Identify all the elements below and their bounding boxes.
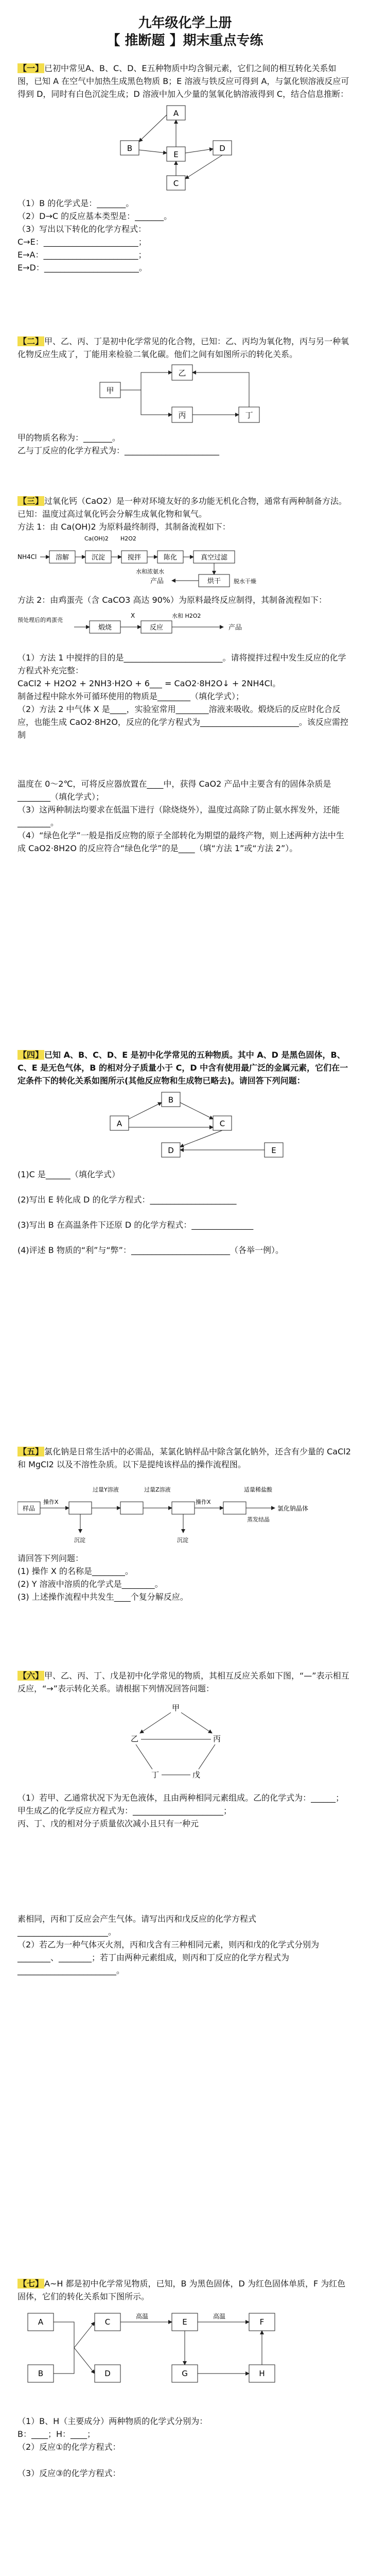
sub-question: 素相同，丙和丁反应会产生气体。请写出丙和戊反应的化学方程式______________________。 <box>17 1914 257 1937</box>
node-label: E <box>173 150 179 159</box>
sub-question: （4）“绿色化学”一般是指反应物的原子全部转化为期望的最终产物，则上述两种方法中生成 CaO2·8H2O 的反应符合“绿色化学”的是____（填“方法 1”或“方法 2”）。 <box>17 831 344 853</box>
node-label: G <box>182 2369 188 2378</box>
copper-diagram <box>17 100 352 193</box>
sub-question: (1)C 是______（填化学式） <box>17 1170 120 1179</box>
sub-question: （2）方法 2 中气体 X 是____，实验室常用________溶液来吸收。煅烧后的反应时化合反应，也能生成 CaO2·8H2O，反应的化学方程式为________________________。该反应需控制 <box>17 704 348 740</box>
node-label: D <box>219 144 225 153</box>
question-body: 过氧化钙（CaO2）是一种对环境友好的多功能无机化合物，通常有两种制备方法。已知：温度过高过氧化钙会分解生成氧化物和氧气。 <box>17 496 347 519</box>
arrow <box>74 2348 95 2374</box>
sub-question: （3）写出以下转化的化学方程式： <box>17 224 147 234</box>
sub-question: CaCl2 + H2O2 + 2NH3·H2O + 6___ = CaO2·8H2O↓ + 2NH4Cl。 <box>17 679 281 688</box>
flow-label: 沉淀 <box>177 1537 188 1544</box>
method-1: 方法 1：由 Ca(OH)2 为原料最终制得，其制备流程如下： <box>17 522 231 532</box>
flow-box <box>69 1502 92 1514</box>
flow-label: 沉淀 <box>91 554 105 562</box>
question-body: 已知 A、B、C、D、E 是初中化学常见的五种物质。其中 A、D 是黑色固体，B、C、E 是无色气体，B 的相对分子质量小于 C，D 中含有使用最广泛的金属元素，它们在一定条件下的转化关系如图所示(其他反应物和生成物已略去)。请回答下列问题： <box>17 1050 348 1086</box>
flow-label: 陈化 <box>163 554 178 562</box>
question-tag: 【二】 <box>19 336 44 346</box>
sub-question: （1）若甲、乙通常状况下为无色液体，且由两种相同元素组成。乙的化学式为：______；甲生成乙的化学反应方程式为：______________________； <box>17 1793 344 1816</box>
node-label: 乙 <box>178 368 186 378</box>
flow-note: 预处理后的鸡蛋壳 <box>17 617 63 623</box>
node-label: C <box>173 179 179 188</box>
sub-question: 温度在 0～2℃，可将反应器放置在____中，获得 CaO2 产品中主要含有的固体杂质是________（填化学式）； <box>17 779 331 802</box>
flow-label: X <box>131 612 135 619</box>
flow-label: 溶解 <box>55 554 69 562</box>
compound-diagram <box>17 361 352 428</box>
sub-question: B：____；H：____； <box>17 2429 96 2439</box>
flow-label: 搅拌 <box>127 554 142 562</box>
node-label: A <box>116 1119 122 1128</box>
node-label: C <box>104 2317 111 2327</box>
node-label: F <box>259 2317 265 2327</box>
question-5 <box>17 1445 352 1603</box>
ah-diagram <box>17 2303 352 2411</box>
abcde-diagram <box>17 1087 352 1164</box>
condition-label: 高温 <box>213 2313 226 2320</box>
node-label: D <box>104 2369 111 2378</box>
question-3 <box>17 495 352 855</box>
sub-question: 乙与丁反应的化学方程式为：_______________________ <box>17 446 220 455</box>
condition-label: 高温 <box>136 2313 149 2320</box>
flow-label: 煅烧 <box>98 624 112 632</box>
node-label: 丁 <box>245 411 253 420</box>
sub-question: E→D：_______________________。 <box>17 263 147 273</box>
arrow <box>180 1130 222 1147</box>
question-body: 已初中常见A、B、C、D、E五种物质中均含铜元素，它们之间的相互转化关系如图，已知 A 在空气中加热生成黑色物质 B；E 溶液与铁反应可得到 A，与氯化钡溶液反应可得到 D，同时有白色沉淀生成；D 溶液中加入少量的氢氧化钠溶液得到 C，结合信息推断： <box>17 63 349 99</box>
flow-label: 氯化钠晶体 <box>277 1505 309 1512</box>
question-7 <box>17 2277 352 2480</box>
sub-question: (3) 上述操作流程中共发生____个复分解反应。 <box>17 1592 188 1602</box>
sub-question: （3）反应③的化学方程式： <box>17 2468 121 2478</box>
flow-label: 过量Z溶液 <box>144 1486 171 1493</box>
sub-question: （2）D→C 的反应基本类型是：_______。 <box>17 211 172 221</box>
node-label: 甲 <box>106 386 114 395</box>
question-body: 甲、乙、丙、丁是初中化学常见的化合物，已知：乙、丙均为氧化物，丙与另一种氧化物反应生成了，丁能用来检验二氧化碳。他们之间有如图所示的转化关系。 <box>17 336 349 359</box>
sub-question: （2）若乙为一种气体灭火剂，丙和戊含有三种相同元素，则丙和戊的化学式分别为________、________；若丁由两种元素组成，则丙和丁反应的化学方程式为________________________。 <box>17 1940 320 1975</box>
question-6 <box>17 1669 352 1977</box>
node-label: B <box>127 144 133 153</box>
page-title: 九年级化学上册 <box>138 15 232 31</box>
flow-label: 产品 <box>228 624 242 632</box>
arrow <box>185 155 222 179</box>
sub-question: (3)写出 B 在高温条件下还原 D 的化学方程式：_______________ <box>17 1220 254 1230</box>
flow-label: 样品 <box>22 1505 36 1512</box>
sub-question: 丙、丁、戊的相对分子质量依次减小且只有一种元 <box>17 1819 199 1828</box>
line <box>136 1744 152 1769</box>
flow-box <box>223 1502 246 1514</box>
arrow <box>192 372 249 407</box>
sub-question: （1）B、H（主要成分）两种物质的化学式分别为： <box>17 2416 208 2426</box>
flow-diagram-1 <box>17 533 352 590</box>
node-label: B <box>38 2369 44 2378</box>
sub-question: （3）这两种制法均要求在低温下进行（除烧烧外），温度过高除了防止氨水挥发外，还能________。 <box>17 805 340 827</box>
node-label: B <box>168 1095 174 1105</box>
flow-note: H2O2 <box>120 535 136 542</box>
line <box>199 1744 215 1769</box>
node-label: 甲 <box>172 1703 180 1713</box>
flow-label: 适量稀盐酸 <box>244 1486 272 1493</box>
question-1 <box>17 62 352 274</box>
bracket <box>54 2322 74 2374</box>
node-label: A <box>173 109 179 118</box>
arrow <box>74 2322 95 2348</box>
arrow <box>185 149 213 153</box>
flow-label: 反应 <box>149 624 164 632</box>
node-label: E <box>271 1146 276 1155</box>
page-subtitle: 【 推断题 】期末重点专练 <box>107 33 263 48</box>
question-4 <box>17 1048 352 1257</box>
sub-question: C→E：_______________________； <box>17 237 147 247</box>
question-tag: 【一】 <box>19 63 44 73</box>
flow-label: 过量Y溶液 <box>93 1486 119 1493</box>
question-body: A~H 都是初中化学常见物质，已知，B 为黑色固体，D 为红色固体单质，F 为红色固体，它们的转化关系如下图所示。 <box>17 2279 346 2301</box>
flow-label: 蒸发结晶 <box>247 1516 270 1523</box>
node-label: H <box>259 2369 265 2378</box>
flow-label: 操作X <box>196 1499 211 1505</box>
node-label: C <box>219 1119 225 1128</box>
sub-question: (1) 操作 X 的名称是________。 <box>17 1566 133 1576</box>
sub-question: (4)评述 B 物质的“利”与“弊”：________________________（各举一例）。 <box>17 1245 284 1255</box>
question-tag: 【三】 <box>19 496 44 506</box>
question-tag: 【五】 <box>19 1447 44 1456</box>
arrow <box>181 1713 212 1733</box>
question-body: 氯化钠是日常生活中的必需品，某氯化钠样品中除含氯化钠外，还含有少量的 CaCl2 和 MgCl2 以及不溶性杂质。以下是提纯该样品的操作流程图。 <box>17 1447 351 1469</box>
flow-diagram-2 <box>17 606 352 648</box>
arrow <box>139 150 167 153</box>
node-label: A <box>38 2317 44 2327</box>
arrow <box>129 1103 162 1119</box>
sub-question: （1）方法 1 中搅拌的目的是________________________。请将搅拌过程中发生反应的化学方程式补充完整： <box>17 653 346 675</box>
flow-label: 烘干 <box>207 578 221 585</box>
node-label: D <box>168 1146 174 1155</box>
node-label: 乙 <box>131 1734 139 1743</box>
node-label: 丁 <box>151 1770 160 1780</box>
purification-flow <box>17 1471 352 1548</box>
flow-box <box>172 1502 195 1514</box>
flow-label: 产品 <box>150 578 164 585</box>
flow-label: 沉淀 <box>74 1537 85 1544</box>
question-tag: 【七】 <box>19 2279 44 2289</box>
question-body: 甲、乙、丙、丁、戊是初中化学常见的物质，其相互反应关系如下图，“—”表示相互反应，“→”表示转化关系。请根据下列情况回答问题： <box>17 1671 349 1693</box>
flow-label: 真空过滤 <box>200 554 228 562</box>
sub-question: （1）B 的化学式是：_______。 <box>17 198 134 208</box>
flow-note: 水和浓氨水 <box>136 568 164 575</box>
node-label: 戊 <box>192 1770 201 1780</box>
flow-label: 操作X <box>43 1499 59 1505</box>
arrow <box>180 1103 213 1119</box>
node-label: 丙 <box>213 1734 221 1743</box>
arrow <box>139 115 167 142</box>
arrow <box>140 1713 171 1733</box>
sub-question: (2)写出 E 转化成 D 的化学方程式：_____________________ <box>17 1195 237 1205</box>
flow-label: NH4Cl <box>17 553 37 561</box>
question-tag: 【六】 <box>19 1671 44 1681</box>
sub-question: （2）反应①的化学方程式： <box>17 2442 121 2452</box>
relation-diagram <box>17 1695 352 1788</box>
flow-note: 水和 H2O2 <box>172 613 201 619</box>
sub-question: E→A：_______________________； <box>17 250 147 260</box>
sub-question: 甲的物质名称为：_______。 <box>17 433 121 443</box>
flow-box <box>120 1502 143 1514</box>
sub-question: 请回答下列问题： <box>17 1553 84 1563</box>
method-2: 方法 2：由鸡蛋壳（含 CaCO3 高达 90%）为原料最终反应制得，其制备流程如下： <box>17 595 327 605</box>
flow-note: 脱水干燥 <box>234 578 256 585</box>
question-2 <box>17 335 352 457</box>
flow-note: Ca(OH)2 <box>84 535 109 542</box>
arrow <box>141 390 172 415</box>
arrow <box>120 372 172 390</box>
node-label: 丙 <box>178 411 186 420</box>
sub-question: (2) Y 溶液中溶质的化学式是________。 <box>17 1579 163 1589</box>
question-tag: 【四】 <box>19 1050 44 1060</box>
node-label: E <box>182 2317 187 2327</box>
sub-question: 制备过程中除水外可循环使用的物质是________（填化学式）； <box>17 691 244 701</box>
